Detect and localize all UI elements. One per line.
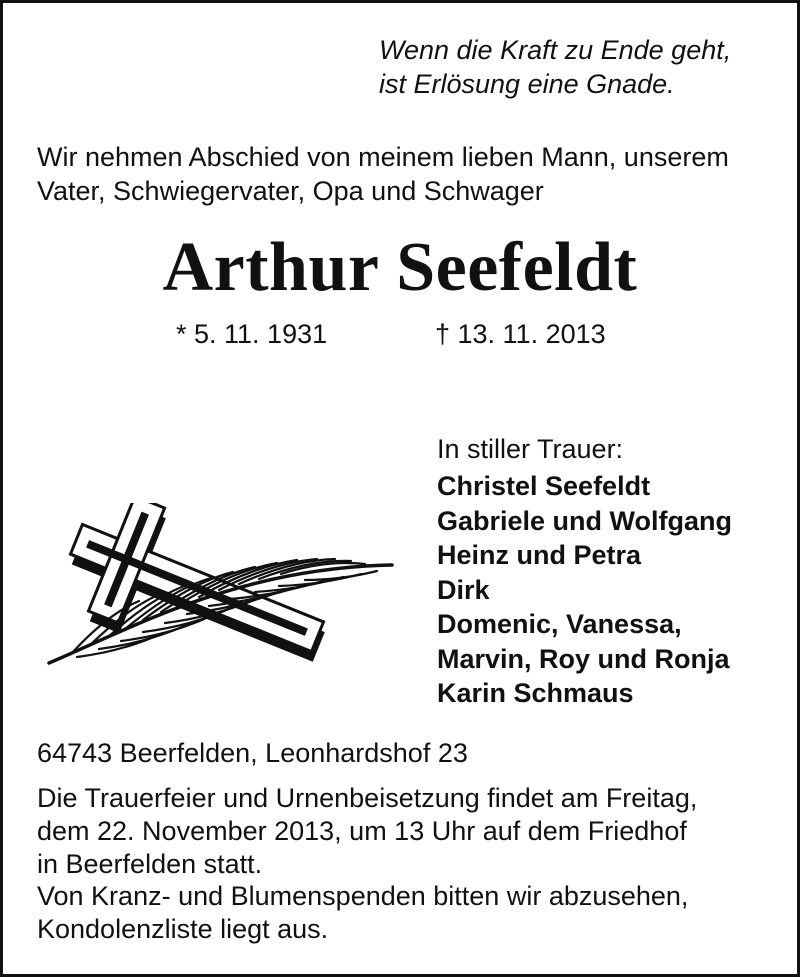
ceremony-line-2: dem 22. November 2013, um 13 Uhr auf dem Friedhof [37, 815, 687, 846]
mourner-name: Heinz und Petra [437, 540, 642, 570]
mourner-name: Marvin, Roy und Ronja [437, 643, 730, 674]
ceremony-line-1: Die Trauerfeier und Urnenbeisetzung findet am Freitag, [37, 783, 698, 813]
birth-date: * 5. 11. 1931 [176, 319, 328, 349]
deceased-name: Arthur Seefeldt [162, 229, 638, 306]
mourner-name: Karin Schmaus [437, 678, 634, 708]
ceremony-line-3: in Beerfelden statt. [37, 848, 263, 879]
quote-line-1: Wenn die Kraft zu Ende geht, [379, 35, 732, 65]
family-address: 64743 Beerfelden, Leonhardshof 23 [37, 738, 468, 768]
ceremony-line-5: Kondolenzliste liegt aus. [37, 914, 329, 945]
intro-line-1: Wir nehmen Abschied von meinem lieben Mann, unserem [37, 142, 729, 172]
ceremony-line-4: Von Kranz- und Blumenspenden bitten wir abzusehen, [37, 881, 689, 912]
mourners-list [437, 469, 732, 711]
farewell-intro [37, 140, 777, 208]
mourner-name: Gabriele und Wolfgang [437, 505, 733, 536]
quote-line-2: ist Erlösung eine Gnade. [379, 69, 675, 99]
mourner-name: Dirk [437, 574, 490, 605]
memorial-quote [379, 33, 779, 101]
intro-line-2: Vater, Schwiegervater, Opa und Schwager [37, 176, 544, 206]
mourner-name: Christel Seefeldt [437, 471, 651, 501]
ceremony-details [37, 782, 787, 946]
cross-with-palm-branch-icon [37, 503, 397, 673]
mourner-name: Domenic, Vanessa, [437, 609, 682, 639]
death-date: † 13. 11. 2013 [435, 319, 606, 349]
mourning-label: In stiller Trauer: [437, 434, 624, 464]
